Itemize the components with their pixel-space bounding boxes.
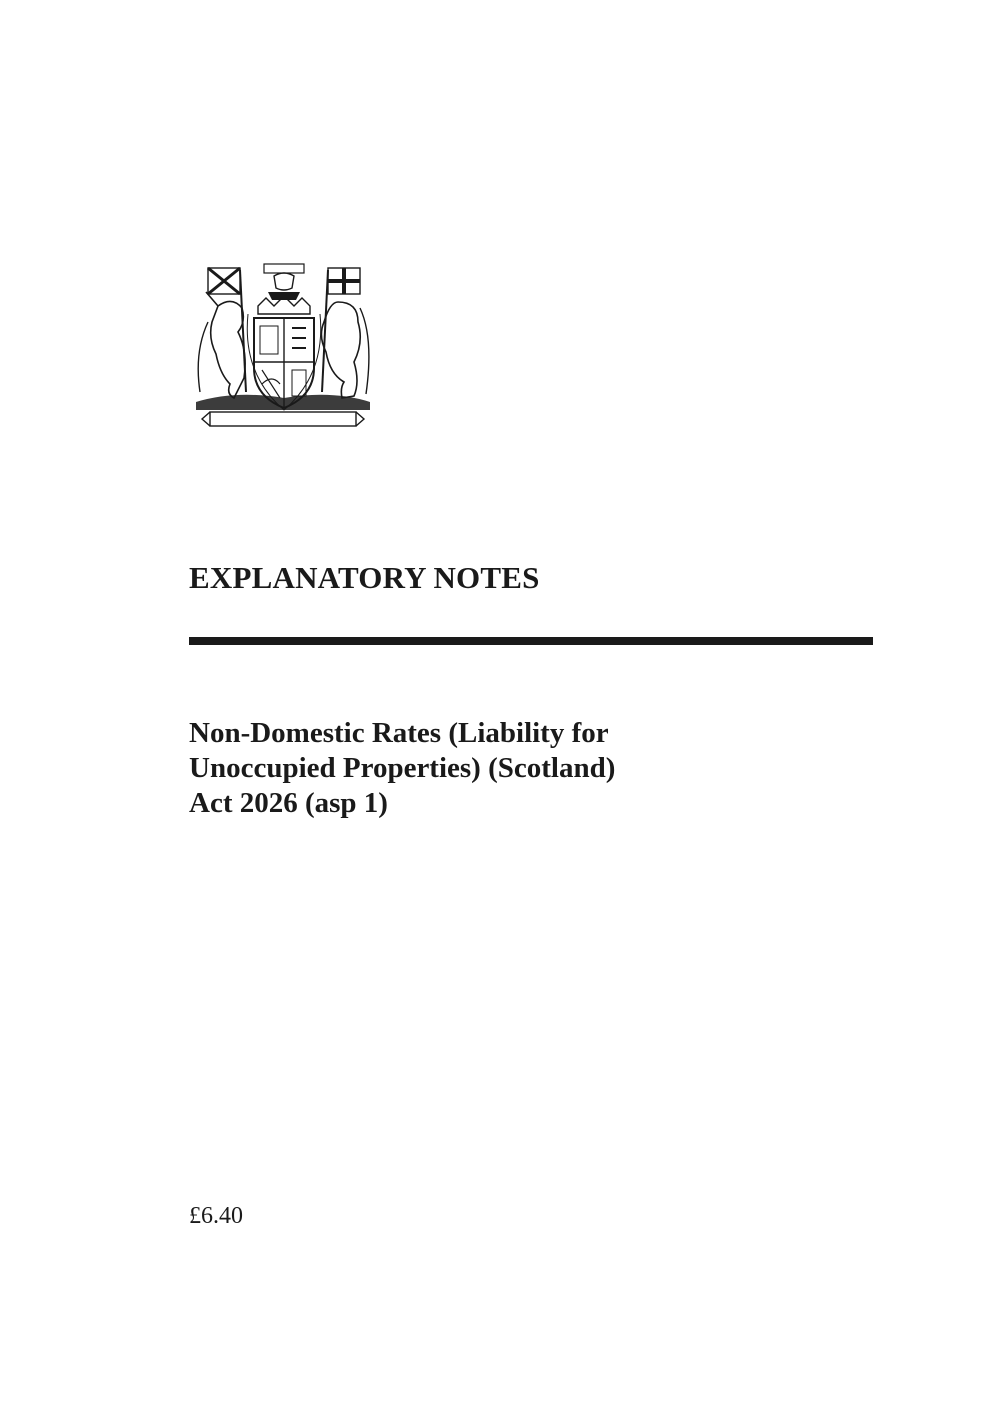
price-label: £6.40 xyxy=(189,1203,243,1229)
act-title-line: Non-Domestic Rates (Liability for xyxy=(189,717,609,749)
document-heading: EXPLANATORY NOTES xyxy=(189,560,540,595)
act-title-line: Unoccupied Properties) (Scotland) xyxy=(189,752,616,784)
act-title xyxy=(189,716,809,821)
coat-of-arms-icon xyxy=(188,262,378,430)
heading-divider xyxy=(189,637,873,645)
act-title-line: Act 2026 (asp 1) xyxy=(189,787,388,819)
